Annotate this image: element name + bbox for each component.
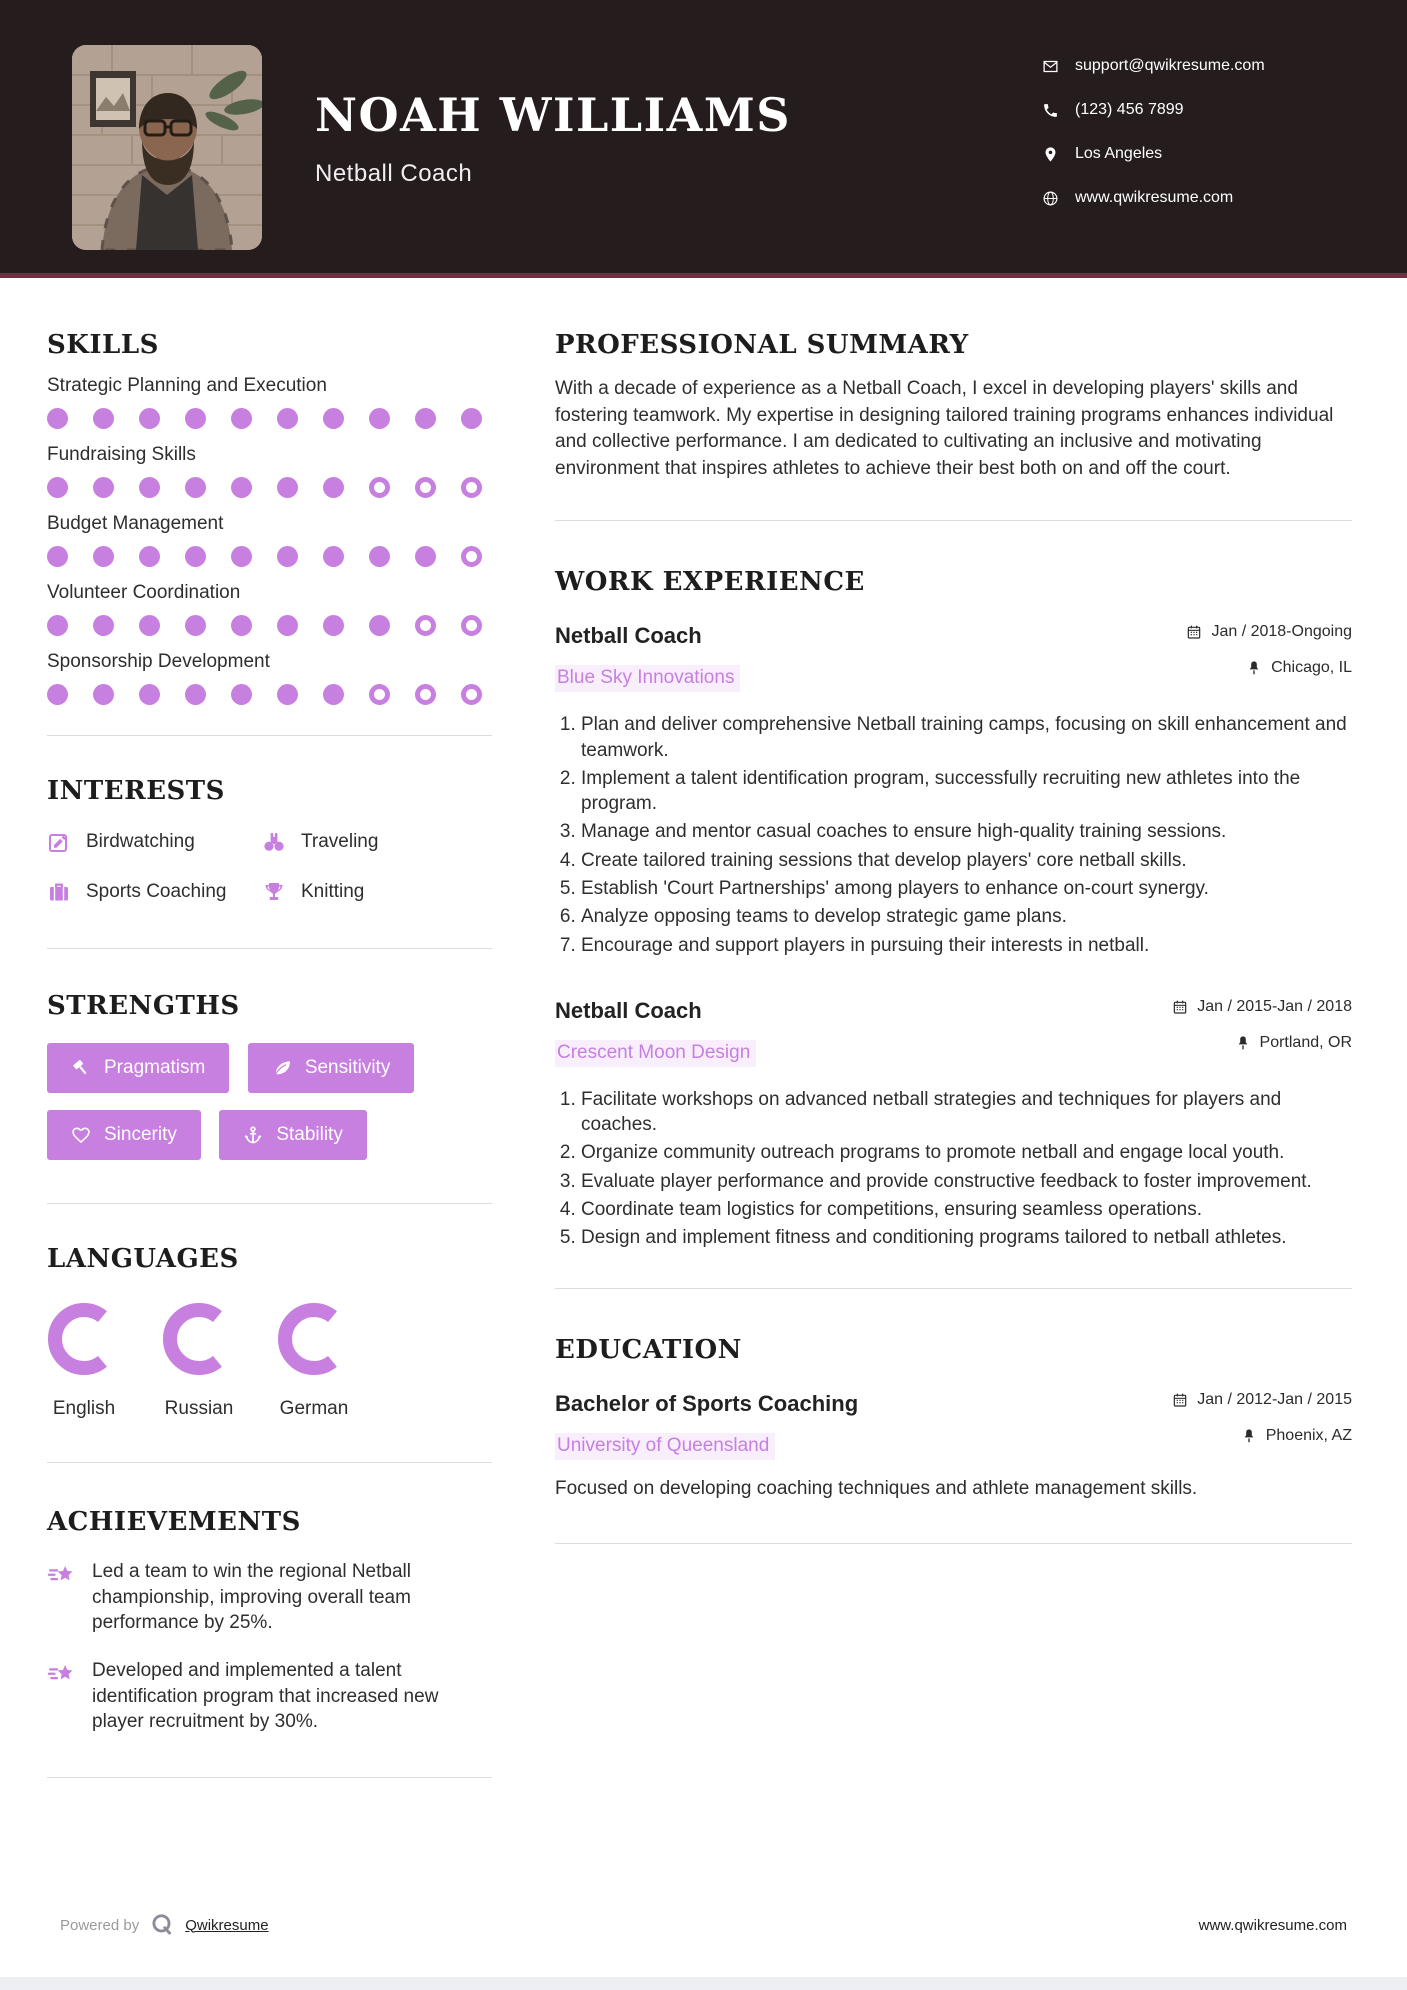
skill-dot-empty [461,477,482,498]
interest-label: Knitting [301,881,365,902]
job-header [555,998,1352,1067]
qwikresume-link[interactable]: Qwikresume [185,1916,269,1934]
heart-icon [71,1125,91,1145]
skill-dot-filled [139,546,160,567]
education-header [555,1391,1352,1460]
work-experience-section [555,567,1352,1250]
candidate-name: NOAH WILLIAMS [315,88,791,142]
skills-heading: SKILLS [47,330,159,360]
language-label: German [279,1398,349,1419]
job-bullet: 5. Design and implement fitness and conditioning programs tailored to netball athletes. [581,1225,1352,1250]
strength-pill [47,1110,201,1160]
skill-dot-filled [369,408,390,429]
skill-dot-filled [231,615,252,636]
job-bullet: 2. Organize community outreach programs to promote netball and engage local youth. [581,1140,1352,1165]
language-progress-arc [47,1302,121,1376]
job-location-text: Chicago, IL [1271,659,1352,677]
divider [555,1288,1352,1289]
interest-item [262,880,492,904]
skill-dot-filled [415,408,436,429]
job-dates [1172,998,1352,1016]
divider [555,1543,1352,1544]
calendar-icon [1172,999,1188,1015]
skill-name: Fundraising Skills [47,444,196,465]
skill-dot-filled [93,684,114,705]
skill-dot-filled [369,546,390,567]
job-location [1186,659,1352,677]
main-content [0,278,1407,1778]
job-entry [555,998,1352,1251]
skill-dot-filled [139,684,160,705]
skill-dot-filled [277,408,298,429]
contact-website-text: www.qwikresume.com [1075,189,1234,206]
skill-dot-filled [323,477,344,498]
strength-pill [248,1043,415,1093]
skill-dot-empty [415,615,436,636]
achievements-section [47,1507,492,1735]
education-description: Focused on developing coaching techniques and athlete management skills. [555,1478,1198,1500]
skill-dot-filled [47,684,68,705]
education-section [555,1335,1352,1503]
contact-phone [1042,101,1265,119]
job-bullet: 4. Create tailored training sessions that develop players' core netball skills. [581,848,1352,873]
divider [47,1777,492,1778]
globe-icon [1042,190,1059,207]
language-progress-arc [162,1302,236,1376]
achievement-text: Led a team to win the regional Netball championship, improving overall team performance by 25%. [92,1561,411,1634]
skill-dot-filled [185,615,206,636]
skill-dot-filled [231,477,252,498]
job-dates [1186,623,1352,641]
languages-heading: LANGUAGES [47,1244,239,1274]
footer [0,1912,1407,1938]
skill-dot-filled [47,546,68,567]
skill-name: Sponsorship Development [47,651,270,672]
trophy-icon [262,880,286,904]
language-item [47,1302,121,1420]
skill-rating [47,408,492,429]
skill-dot-filled [415,546,436,567]
job-bullet: 6. Analyze opposing teams to develop strategic game plans. [581,904,1352,929]
skills-section [47,330,492,705]
education-heading: EDUCATION [555,1335,742,1366]
job-bullets [555,712,1352,957]
strength-label: Pragmatism [104,1057,206,1078]
leaf-icon [272,1058,292,1078]
skill-dot-empty [415,477,436,498]
skill-dot-filled [277,615,298,636]
contact-location-text: Los Angeles [1075,145,1163,162]
email-icon [1042,58,1059,75]
skill-dot-filled [185,684,206,705]
contact-website [1042,189,1265,207]
job-date-text: Jan / 2018-Ongoing [1211,623,1352,641]
strengths-heading: STRENGTHS [47,991,240,1021]
calendar-icon [1172,1392,1188,1408]
skill-dot-filled [277,477,298,498]
skill-dot-filled [323,615,344,636]
skill-dot-filled [93,615,114,636]
pushpin-icon [1235,1035,1251,1051]
divider [47,735,492,736]
strength-label: Stability [276,1124,343,1145]
skill-dot-filled [139,477,160,498]
skill-item [47,513,492,567]
job-entry [555,623,1352,957]
job-meta [1172,998,1352,1052]
interest-label: Birdwatching [86,831,195,852]
skill-item [47,375,492,429]
contact-list [1042,57,1265,207]
education-meta [1172,1391,1352,1445]
interest-item [47,880,262,904]
skill-dot-filled [47,615,68,636]
job-location-text: Portland, OR [1259,1033,1352,1051]
skill-rating [47,477,492,498]
qwikresume-logo-icon [149,1912,175,1938]
right-column [555,330,1352,1778]
pushpin-icon [1241,1428,1257,1444]
divider [47,948,492,949]
education-date-text: Jan / 2012-Jan / 2015 [1197,1391,1352,1409]
pencil-icon [47,830,71,854]
job-title: Netball Coach [555,623,702,649]
powered-by-text: Powered by [60,1916,140,1934]
skill-dot-filled [277,546,298,567]
interests-heading: INTERESTS [47,776,225,806]
achievement-item [47,1559,492,1636]
job-date-text: Jan / 2015-Jan / 2018 [1197,997,1352,1015]
strengths-section [47,991,492,1177]
strength-label: Sincerity [104,1124,177,1145]
skill-dot-filled [369,615,390,636]
bottom-strip [0,1977,1407,1990]
skill-dot-filled [461,408,482,429]
job-bullet: 1. Facilitate workshops on advanced netball strategies and techniques for players and coaches. [581,1087,1352,1138]
work-heading: WORK EXPERIENCE [555,567,865,598]
summary-heading: PROFESSIONAL SUMMARY [555,330,969,360]
job-company: Crescent Moon Design [555,1040,756,1067]
skill-dot-empty [461,615,482,636]
interest-item [47,830,262,854]
strength-label: Sensitivity [304,1057,391,1078]
languages-section [47,1244,492,1420]
skill-dot-filled [185,546,206,567]
languages-row [47,1302,492,1420]
skill-dot-filled [93,477,114,498]
skill-item [47,651,492,705]
shooting-star-icon [47,1561,77,1591]
skill-rating [47,546,492,567]
skill-dot-filled [93,546,114,567]
education-location-text: Phoenix, AZ [1265,1427,1352,1445]
job-bullets [555,1087,1352,1251]
education-left [555,1391,858,1460]
job-company: Blue Sky Innovations [555,665,740,692]
binoculars-icon [262,830,286,854]
interest-label: Traveling [301,831,379,852]
skill-dot-filled [139,408,160,429]
education-dates [1172,1391,1352,1409]
education-location [1172,1427,1352,1445]
skill-name: Strategic Planning and Execution [47,375,327,396]
skill-dot-filled [231,408,252,429]
skill-dot-filled [139,615,160,636]
interest-label: Sports Coaching [86,881,227,902]
skill-name: Volunteer Coordination [47,582,241,603]
language-label: English [52,1398,116,1419]
skill-dot-filled [47,477,68,498]
skill-dot-filled [323,408,344,429]
interests-grid [47,830,492,904]
identity [315,88,791,188]
contact-email-text: support@qwikresume.com [1075,57,1265,74]
divider [47,1462,492,1463]
skill-dot-filled [231,546,252,567]
job-bullet: 3. Evaluate player performance and provide constructive feedback to foster improvement. [581,1169,1352,1194]
calendar-icon [1186,624,1202,640]
skill-dot-empty [369,477,390,498]
gavel-icon [71,1058,91,1078]
strength-pills [47,1043,492,1177]
job-bullet: 2. Implement a talent identification program, successfully recruiting new athletes into the program. [581,766,1352,817]
interests-section [47,776,492,904]
divider [47,1203,492,1204]
contact-location [1042,145,1265,163]
profile-photo [72,45,262,250]
briefcase-icon [47,880,71,904]
skill-rating [47,615,492,636]
achievement-item [47,1658,492,1735]
summary-section [555,330,1352,482]
strength-pill [47,1043,229,1093]
location-icon [1042,146,1059,163]
shooting-star-icon [47,1660,77,1690]
anchor-icon [243,1125,263,1145]
skill-dot-empty [461,684,482,705]
skill-dot-filled [185,477,206,498]
language-item [277,1302,351,1420]
footer-website: www.qwikresume.com [1198,1916,1347,1934]
skill-dot-filled [277,684,298,705]
divider [555,520,1352,521]
skill-dot-filled [231,684,252,705]
profile-photo-illustration [72,45,262,250]
job-title: Netball Coach [555,997,702,1023]
powered-by [60,1912,269,1938]
school-name: University of Queensland [555,1433,775,1460]
job-meta [1186,623,1352,677]
job-header [555,623,1352,692]
skill-dot-filled [323,684,344,705]
skill-dot-filled [47,408,68,429]
skill-item [47,444,492,498]
language-item [162,1302,236,1420]
skill-dot-empty [369,684,390,705]
job-location [1172,1034,1352,1052]
language-progress-arc [277,1302,351,1376]
pushpin-icon [1246,660,1262,676]
skill-dot-empty [415,684,436,705]
skill-rating [47,684,492,705]
job-left [555,998,756,1067]
job-bullet: 5. Establish 'Court Partnerships' among players to enhance on-court synergy. [581,876,1352,901]
skill-dot-filled [185,408,206,429]
candidate-title: Netball Coach [315,160,473,187]
summary-text: With a decade of experience as a Netball Coach, I excel in developing players' skills and fostering teamwork. My expertise in designing tailored training programs enhances individual and collective performance. I am dedicated to cultivating an inclusive and motivating environment that inspires athletes to achieve their best both on and off the court. [555,378,1334,479]
phone-icon [1042,102,1059,119]
skill-dot-filled [93,408,114,429]
strength-pill [219,1110,367,1160]
degree-title: Bachelor of Sports Coaching [555,1391,859,1417]
achievements-heading: ACHIEVEMENTS [47,1507,301,1537]
skill-name: Budget Management [47,513,224,534]
left-column [47,330,492,1778]
language-label: Russian [164,1398,234,1419]
interest-item [262,830,492,854]
job-left [555,623,740,692]
job-bullet: 1. Plan and deliver comprehensive Netball training camps, focusing on skill enhancement and teamwork. [581,712,1352,763]
skill-item [47,582,492,636]
job-bullet: 3. Manage and mentor casual coaches to ensure high-quality training sessions. [581,819,1352,844]
job-bullet: 7. Encourage and support players in pursuing their interests in netball. [581,933,1352,958]
skill-dot-filled [323,546,344,567]
achievement-text: Developed and implemented a talent identification program that increased new player recruitment by 30%. [92,1659,439,1733]
skill-dot-empty [461,546,482,567]
job-bullet: 4. Coordinate team logistics for competitions, ensuring seamless operations. [581,1197,1352,1222]
contact-phone-text: (123) 456 7899 [1075,101,1184,118]
education-entry [555,1391,1352,1503]
header [0,0,1407,278]
contact-email [1042,57,1265,75]
